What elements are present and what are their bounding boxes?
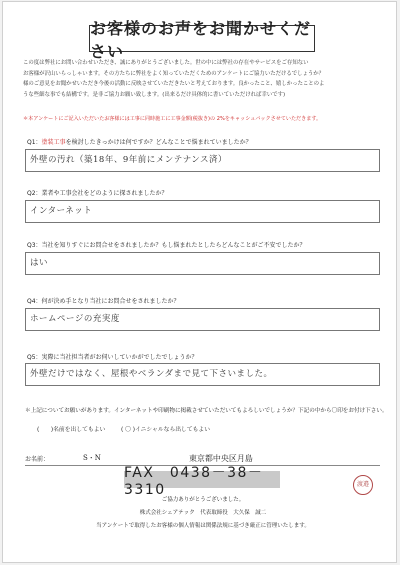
- answer-box-3[interactable]: [25, 252, 380, 275]
- question-label: を検討したきっかけは何ですか？どんなことで悩まれていましたか？: [65, 139, 252, 146]
- consent-text: ＊上記についてお願いがあります。インターネットや印刷物に掲載させていただいてもよろしいでしょうか？下記の中から〇印をお付け下さい。: [25, 408, 388, 414]
- page-title: お客様のお声をお聞かせください: [89, 25, 315, 52]
- name-label: お名前：: [25, 455, 50, 463]
- answer-box-5[interactable]: [25, 363, 380, 386]
- question-label: 業者や工事会社をどのように探されましたか？: [41, 190, 168, 197]
- intro-line: お客様が沢山いらっしゃいます。その方たちに弊社をよく知っていただくためのアンケートにご協力いただけるでしょうか？: [23, 70, 325, 77]
- cashback-notice: ＊本アンケートにご記入いただいたお客様には工事に同時施工に工事金額(税抜き)の 2%をキャッシュバックさせていただきます。: [23, 116, 322, 122]
- intro-text: [23, 58, 385, 100]
- question-5: [27, 352, 198, 361]
- survey-sheet: [2, 1, 397, 563]
- question-label: 実際に当社担当者がお伺いしていかがでしたでしょうか？: [41, 354, 198, 361]
- seal-text: 渡邉: [356, 481, 369, 488]
- name-value[interactable]: S・N: [83, 454, 101, 462]
- company-text: 株式会社シェアテック 代表取締役 大久保 誠二: [139, 510, 267, 516]
- thanks-text: ご協力ありがとうございました。: [161, 497, 245, 503]
- answer-box-4[interactable]: [25, 308, 380, 331]
- intro-line: 様のご意見をお聞かせいただき今後の活動に反映させていただきたいと考えております。良かったこと、嬉しかったことのよ: [23, 81, 325, 88]
- answer-1: 外壁の汚れ（築18年、9年前にメンテナンス済）: [30, 155, 228, 165]
- intro-line: この度は弊社にお問い合わせいただき、誠にありがとうございました。世の中には弊社の存在やサービスをご存知ない: [23, 60, 309, 66]
- question-2: [27, 188, 168, 197]
- address-value[interactable]: 東京都中央区月島: [188, 453, 253, 463]
- question-1: [27, 137, 252, 146]
- answer-box-2[interactable]: [25, 200, 380, 223]
- privacy-text: 当アンケートで取得したお客様の個人情報は関係法規に基づき厳正に管理いたします。: [96, 523, 310, 529]
- intro-line: うな些細な事でも結構です。是非ご協力お願い致します。(出来るだけ具体的に書いていただければ幸いです): [23, 91, 286, 98]
- answer-2: インターネット: [30, 206, 93, 216]
- question-label: 何が決め手となり当社にお問合せをされましたか？: [41, 298, 180, 305]
- answer-4: ホームページの充実度: [30, 314, 120, 324]
- question-prefix: Q1：: [27, 139, 42, 146]
- fax-number: FAX 0438－38－3310: [124, 471, 280, 488]
- question-prefix: Q5：: [27, 354, 42, 361]
- consent-option-initial[interactable]: ( 〇 )イニシャルなら出してもよい: [121, 427, 211, 433]
- answer-3: はい: [30, 258, 49, 268]
- question-highlight: 塗装工事: [41, 139, 66, 146]
- answer-5: 外壁だけではなく、屋根やベランダまで見て下さいました。: [30, 369, 273, 379]
- question-label: 当社を知りすぐにお問合せをされましたか？もし悩まれたとしたらどんなことがご不安でしたか？: [41, 242, 306, 249]
- answer-box-1[interactable]: [25, 149, 380, 172]
- question-prefix: Q2：: [27, 190, 42, 197]
- question-4: [27, 296, 180, 305]
- question-prefix: Q3：: [27, 242, 42, 249]
- question-3: [27, 240, 306, 249]
- consent-option-name[interactable]: ( )名前を出してもよい: [37, 427, 106, 433]
- question-prefix: Q4：: [27, 298, 42, 305]
- seal-stamp: [353, 475, 373, 495]
